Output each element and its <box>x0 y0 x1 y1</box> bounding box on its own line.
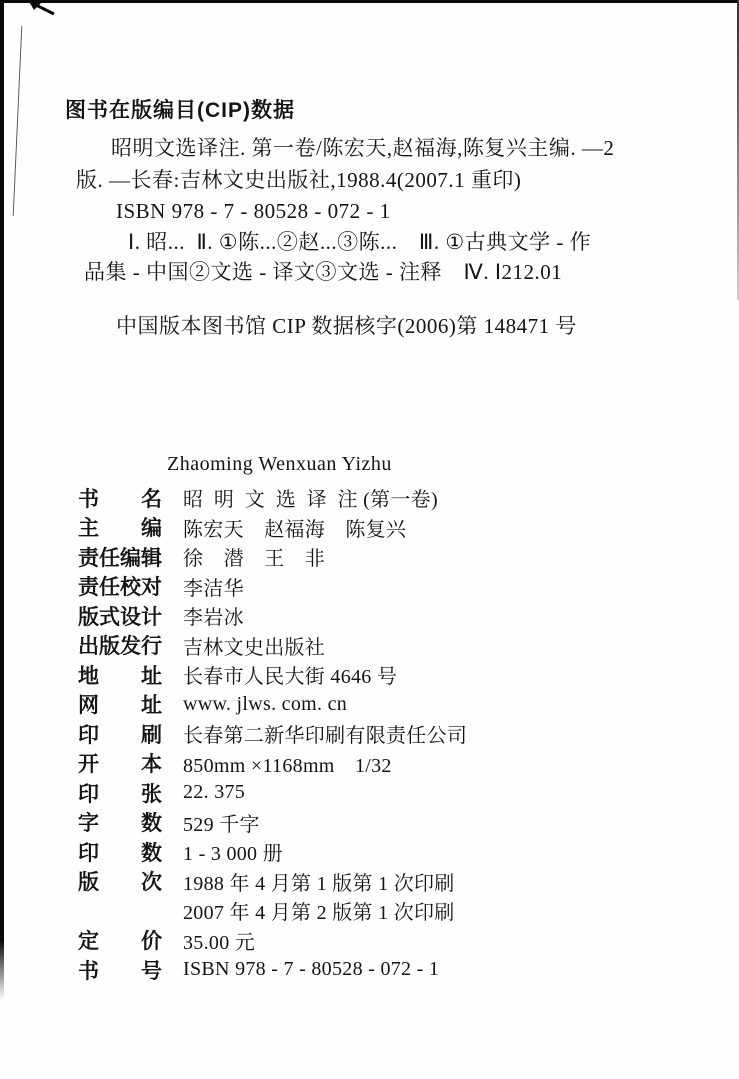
colophon-row-label: 字 数 <box>78 812 162 836</box>
colophon-row <box>78 808 723 838</box>
colophon-rows <box>78 483 723 985</box>
colophon-row-label: 责任编辑 <box>78 546 162 570</box>
colophon-row-label: 网 址 <box>78 694 162 718</box>
book-title-pinyin: Zhaoming Wenxuan Yizhu <box>167 453 392 475</box>
colophon-row-value: 长春市人民大街 4646 号 <box>183 666 398 689</box>
colophon-row-label: 地 址 <box>78 664 162 688</box>
colophon-row <box>78 601 723 631</box>
colophon-row <box>78 867 723 897</box>
scan-border-top <box>0 0 739 3</box>
colophon-row <box>78 955 723 985</box>
colophon-row-value: 35.00 元 <box>183 931 256 954</box>
colophon-row-value: www. jlws. com. cn <box>183 692 348 715</box>
colophon-block <box>78 453 723 985</box>
colophon-row <box>78 690 723 720</box>
cip-classification-line-2: 品集 - 中国②文选 - 译文③文选 - 注释 Ⅳ. Ⅰ212.01 <box>84 260 563 284</box>
colophon-row-value: 1 - 3 000 册 <box>183 843 283 866</box>
colophon-row <box>78 483 723 513</box>
colophon-row-label: 书 号 <box>78 959 162 983</box>
colophon-row-label: 印 数 <box>78 841 162 865</box>
colophon-row-value: 李洁华 <box>183 577 244 600</box>
cip-description-line-1: 昭明文选译注. 第一卷/陈宏天,赵福海,陈复兴主编. —2 <box>111 136 615 160</box>
cip-registration-number: 中国版本图书馆 CIP 数据核字(2006)第 148471 号 <box>116 314 577 338</box>
cip-classification-line-1: Ⅰ. 昭... Ⅱ. ①陈...②赵...③陈... Ⅲ. ①古典文学 - 作 <box>128 230 592 254</box>
colophon-row-label: 开 本 <box>78 753 162 777</box>
colophon-row-value: 吉林文史出版社 <box>183 636 326 659</box>
colophon-row-label: 定 价 <box>78 930 162 954</box>
colophon-row-value: 850mm ×1168mm 1/32 <box>183 754 392 777</box>
colophon-row-value: 529 千字 <box>183 813 260 836</box>
colophon-row-value: 长春第二新华印刷有限责任公司 <box>183 725 468 748</box>
colophon-row-label: 印 张 <box>78 782 162 806</box>
colophon-row-label: 主 编 <box>78 517 162 541</box>
colophon-row <box>78 926 723 956</box>
colophon-row <box>78 837 723 867</box>
colophon-row-value: 22. 375 <box>183 781 246 804</box>
colophon-row <box>78 542 723 572</box>
colophon-row-value: 李岩冰 <box>183 607 244 630</box>
colophon-row-value: 陈宏天 赵福海 陈复兴 <box>183 518 407 541</box>
cip-description-line-2: 版. —长春:吉林文史出版社,1988.4(2007.1 重印) <box>76 168 522 192</box>
colophon-row-label: 出版发行 <box>78 635 162 659</box>
colophon-row <box>78 513 723 543</box>
colophon-row <box>78 896 723 926</box>
colophon-row <box>78 749 723 779</box>
colophon-row-value: 2007 年 4 月第 2 版第 1 次印刷 <box>183 902 455 925</box>
cip-heading: 图书在版编目(CIP)数据 <box>65 99 295 122</box>
colophon-row <box>78 631 723 661</box>
colophon-row-value: 昭 明 文 选 译 注 (第一卷) <box>183 489 438 512</box>
colophon-row-value: 徐 潜 王 非 <box>183 548 326 571</box>
colophon-row <box>78 778 723 808</box>
colophon-row <box>78 719 723 749</box>
colophon-row-label: 版 次 <box>78 871 162 895</box>
colophon-row <box>78 572 723 602</box>
cip-isbn-line: ISBN 978 - 7 - 80528 - 072 - 1 <box>116 199 391 223</box>
colophon-row <box>78 660 723 690</box>
colophon-row-label: 书 名 <box>78 487 162 511</box>
scan-border-left <box>0 0 4 1000</box>
colophon-row-value: ISBN 978 - 7 - 80528 - 072 - 1 <box>183 958 440 981</box>
colophon-row-value: 1988 年 4 月第 1 版第 1 次印刷 <box>183 872 455 895</box>
page-edge-line <box>13 26 23 216</box>
colophon-row-label: 印 刷 <box>78 723 162 747</box>
colophon-row-label: 责任校对 <box>78 576 162 600</box>
pen-arrow-mark-icon <box>26 0 58 16</box>
colophon-row-label: 版式设计 <box>78 605 162 629</box>
